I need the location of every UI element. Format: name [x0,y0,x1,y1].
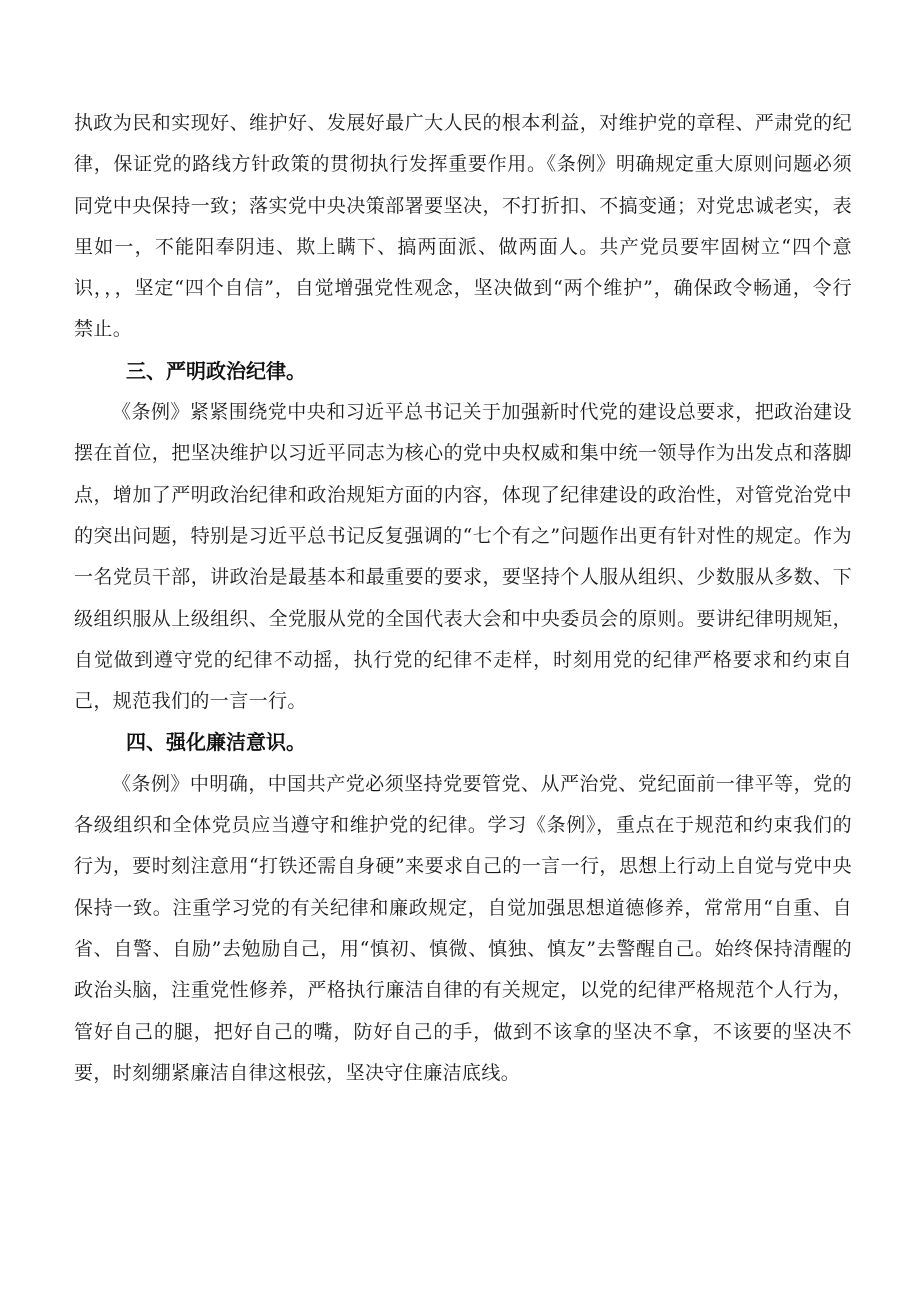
document-body [74,103,852,1094]
section-heading-political-discipline: 三、严明政治纪律。 [126,358,306,383]
section-paragraph-political-discipline: 《条例》紧紧围绕党中央和习近平总书记关于加强新时代党的建设总要求，把政治建设摆在首位，把坚决维护以习近平同志为核心的党中央权威和集中统一领导作为出发点和落脚点，增加了严明政治纪律和政治规矩方面的内容，体现了纪律建设的政治性，对管党治党中的突出问题，特别是习近平总书记反复强调的“七个有之”问题作出更有针对性的规定。作为一名党员干部，讲政治是最基本和最重要的要求，要坚持个人服从组织、少数服从多数、下级组织服从上级组织、全党服从党的全国代表大会和中央委员会的原则。要讲纪律明规矩，自觉做到遵守党的纪律不动摇，执行党的纪律不走样，时刻用党的纪律严格要求和约束自己，规范我们的一言一行。 [74,401,852,713]
section-heading-integrity-awareness: 四、强化廉洁意识。 [126,730,306,755]
section-paragraph-integrity-awareness: 《条例》中明确，中国共产党必须坚持党要管党、从严治党、党纪面前一律平等，党的各级组织和全体党员应当遵守和维护党的纪律。学习《条例》，重点在于规范和约束我们的行为，要时刻注意用“打铁还需自身硬”来要求自己的一言一行，思想上行动上自觉与党中央保持一致。注重学习党的有关纪律和廉政规定，自觉加强思想道德修养，常常用“自重、自省、自警、自励”去勉励自己，用“慎初、慎微、慎独、慎友”去警醒自己。始终保持清醒的政治头脑，注重党性修养，严格执行廉洁自律的有关规定，以党的纪律严格规范个人行为，管好自己的腿，把好自己的嘴，防好自己的手，做到不该拿的坚决不拿，不该要的坚决不要，时刻绷紧廉洁自律这根弦，坚决守住廉洁底线。 [74,772,852,1084]
intro-paragraph: 执政为民和实现好、维护好、发展好最广大人民的根本利益，对维护党的章程、严肃党的纪律，保证党的路线方针政策的贯彻执行发挥重要作用。《条例》明确规定重大原则问题必须同党中央保持一致；落实党中央决策部署要坚决，不打折扣、不搞变通；对党忠诚老实，表里如一，不能阳奉阴违、欺上瞒下、搞两面派、做两面人。共产党员要牢固树立“四个意识，，，坚定“四个自信”，自觉增强党性观念，坚决做到“两个维护”，确保政令畅通，令行禁止。 [74,112,852,341]
